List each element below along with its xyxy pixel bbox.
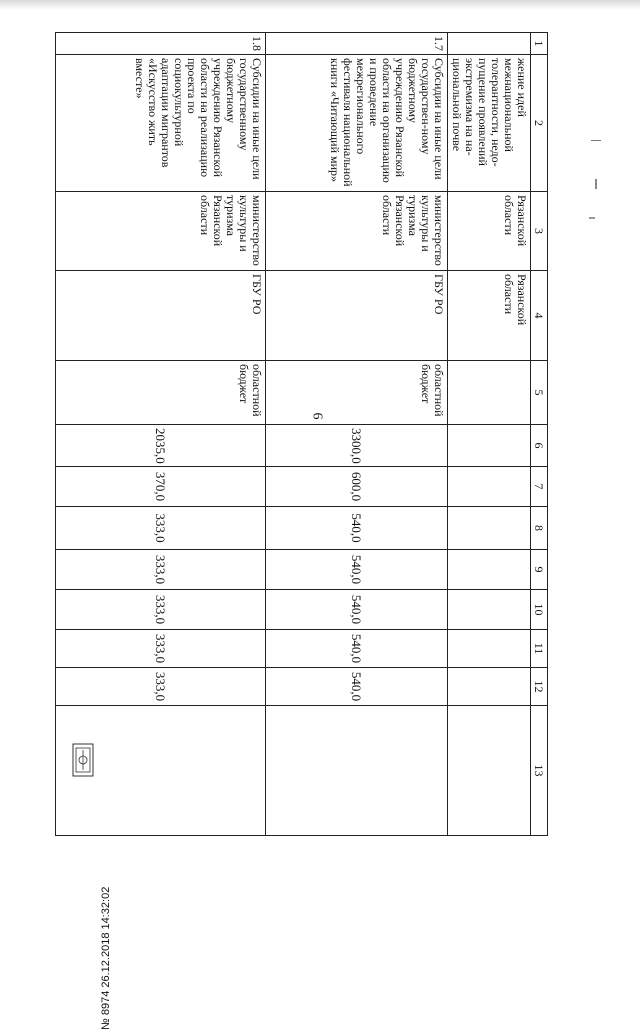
col-header: 4	[531, 271, 548, 361]
table-row	[266, 33, 448, 836]
event-name: Субсидии на иные цели государственному бюджетному учреждению Рязанской области на реализацию проекта по социокультурной адаптации мигрантов «Искусство жить вместе»	[56, 55, 266, 192]
table-row	[56, 33, 266, 836]
participant: Рязанской области	[448, 271, 531, 361]
event-name: Субсидии на иные цели государствен-ному бюджетному учреждению Рязанской области на организацию и проведение межрегионального фестиваля национальной книги «Читающий мир»	[266, 55, 448, 192]
col-header: 6	[531, 425, 548, 467]
amount-total	[448, 425, 531, 467]
funding-source: областной бюджет	[56, 361, 266, 425]
amount-year: 333,0	[56, 507, 266, 550]
funding-source: областной бюджет	[266, 361, 448, 425]
col-header: 2	[531, 55, 548, 192]
col-header: 13	[531, 706, 548, 836]
participant: ГБУ РО	[56, 271, 266, 361]
amount-year	[448, 467, 531, 507]
amount-year	[448, 550, 531, 590]
responsible-executor: министерство культуры и туризма Рязанской области	[56, 192, 266, 271]
page-number: 6	[309, 412, 325, 420]
row-number	[448, 33, 531, 55]
amount-year	[448, 507, 531, 550]
scan-marks	[585, 140, 601, 219]
col-header: 3	[531, 192, 548, 271]
header-row	[531, 33, 548, 836]
amount-total: 2035,0	[56, 425, 266, 467]
amount-year: 540,0	[266, 668, 448, 706]
amount-year: 333,0	[56, 630, 266, 668]
amount-year: 540,0	[266, 630, 448, 668]
registration-footer	[70, 740, 170, 1030]
expected-result	[266, 706, 448, 836]
col-header: 7	[531, 467, 548, 507]
amount-year: 600,0	[266, 467, 448, 507]
col-header: 8	[531, 507, 548, 550]
amount-year: 540,0	[266, 507, 448, 550]
amount-year	[448, 630, 531, 668]
expected-result	[448, 706, 531, 836]
registration-number: № 8974 26.12.2018 14:32:02	[100, 886, 112, 1030]
amount-year	[448, 590, 531, 630]
amount-year	[448, 668, 531, 706]
funding-source	[448, 361, 531, 425]
col-header: 12	[531, 668, 548, 706]
responsible-executor: Рязанской области	[448, 192, 531, 271]
amount-total: 3300,0	[266, 425, 448, 467]
col-header: 5	[531, 361, 548, 425]
table-container	[55, 32, 548, 777]
budget-table	[55, 32, 548, 836]
col-header: 11	[531, 630, 548, 668]
col-header: 9	[531, 550, 548, 590]
amount-year: 333,0	[56, 550, 266, 590]
col-header: 1	[531, 33, 548, 55]
participant: ГБУ РО	[266, 271, 448, 361]
amount-year: 540,0	[266, 550, 448, 590]
amount-year: 540,0	[266, 590, 448, 630]
col-header: 10	[531, 590, 548, 630]
table-row	[448, 33, 531, 836]
event-name: жение идей межнациональной толерантности, недо-пущение проявлений экстремизма на на-циональной почве	[448, 55, 531, 192]
emblem-stamp-icon	[70, 740, 96, 780]
row-number: 1.7	[266, 33, 448, 55]
responsible-executor: министерство культуры и туризма Рязанской области	[266, 192, 448, 271]
amount-year: 333,0	[56, 668, 266, 706]
amount-year: 370,0	[56, 467, 266, 507]
scan-edge	[0, 0, 640, 10]
amount-year: 333,0	[56, 590, 266, 630]
row-number: 1.8	[56, 33, 266, 55]
